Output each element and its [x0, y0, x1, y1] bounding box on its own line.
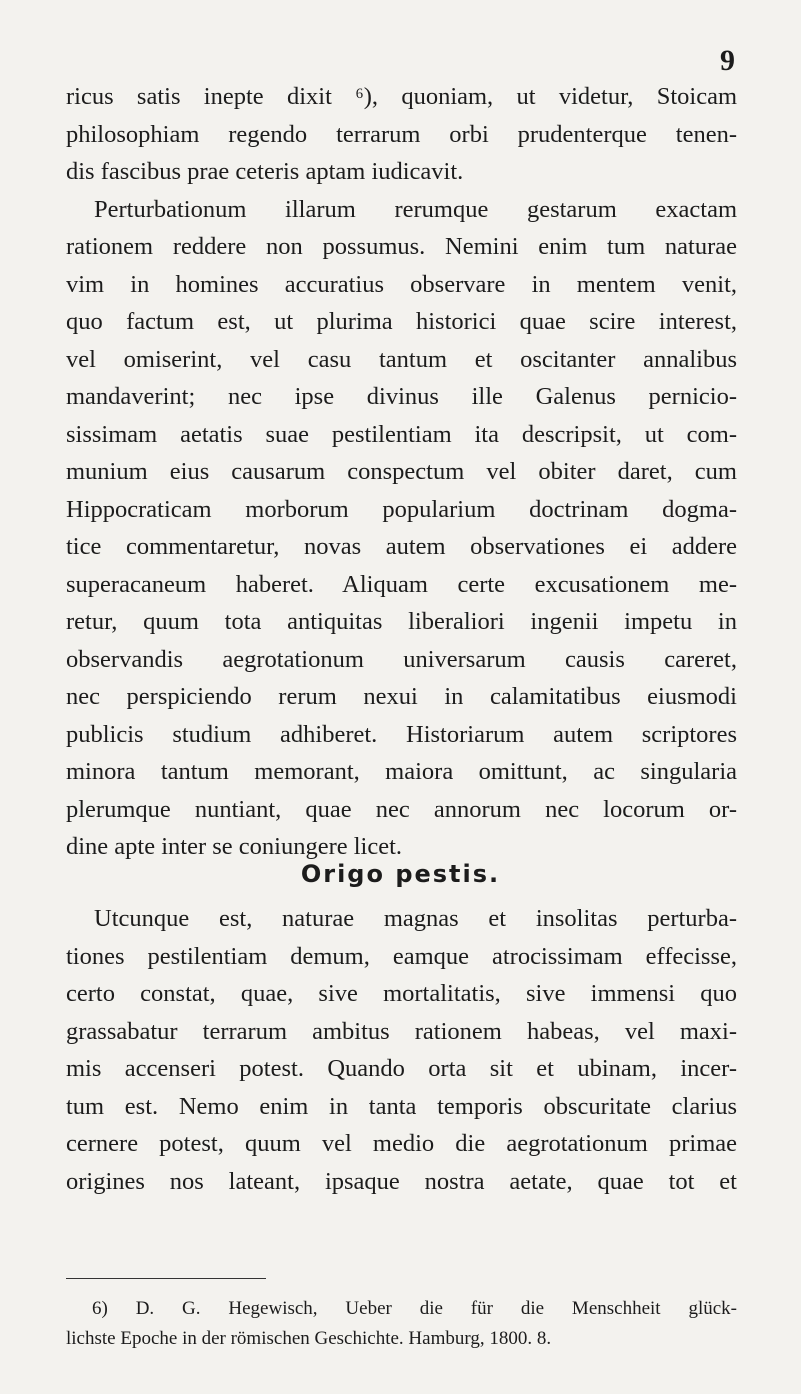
footnote — [66, 1294, 737, 1354]
text-line: sissimam aetatis suae pestilentiam ita descripsit, ut com- — [66, 420, 737, 448]
footnote-line: 6) D. G. Hegewisch, Ueber die für die Menschheit glück- — [92, 1298, 737, 1319]
text-line: cernere potest, quum vel medio die aegrotationum primae — [66, 1130, 737, 1157]
text-line: observandis aegrotationum universarum causis careret, — [66, 645, 737, 673]
text-line: philosophiam regendo terrarum orbi prudenterque tenen- — [66, 120, 737, 148]
text-line: publicis studium adhiberet. Historiarum autem scriptores — [66, 720, 737, 748]
text-line: Hippocraticam morborum popularium doctrinam dogma- — [66, 495, 737, 523]
page-number: 9 — [720, 44, 735, 77]
text-line: origines nos lateant, ipsaque nostra aetate, quae tot et — [66, 1167, 737, 1195]
text-line: minora tantum memorant, maiora omittunt, ac singularia — [66, 758, 737, 785]
text-line: nec perspiciendo rerum nexui in calamitatibus eiusmodi — [66, 683, 737, 710]
text-line: rationem reddere non possumus. Nemini enim tum naturae — [66, 233, 737, 260]
section-heading: Origo pestis. — [300, 860, 501, 888]
text-line: certo constat, quae, sive mortalitatis, sive immensi quo — [66, 980, 737, 1007]
text-line: quo factum est, ut plurima historici quae scire interest, — [66, 308, 737, 335]
footnote-rule — [66, 1278, 266, 1279]
body-text-upper — [66, 78, 737, 866]
text-line: plerumque nuntiant, quae nec annorum nec locorum or- — [66, 795, 737, 823]
text-line: superacaneum haberet. Aliquam certe excusationem me- — [66, 570, 737, 598]
text-line: Perturbationum illarum rerumque gestarum exactam — [94, 195, 737, 223]
text-line: tiones pestilentiam demum, eamque atrocissimam effecisse, — [66, 942, 737, 970]
text-line: dis fascibus prae ceteris aptam iudicavit. — [66, 158, 464, 185]
text-line: munium eius causarum conspectum vel obiter daret, cum — [66, 458, 737, 485]
text-line: vim in homines accuratius observare in mentem venit, — [66, 270, 737, 298]
text-line: retur, quum tota antiquitas liberaliori ingenii impetu in — [66, 608, 737, 635]
text-line: vel omiserint, vel casu tantum et oscitanter annalibus — [66, 345, 737, 373]
text-line: tice commentaretur, novas autem observationes ei addere — [66, 533, 737, 560]
body-text-lower — [66, 900, 737, 1200]
text-line: ricus satis inepte dixit ⁶), quoniam, ut videtur, Stoicam — [66, 83, 737, 110]
text-line: mis accenseri potest. Quando orta sit et ubinam, incer- — [66, 1055, 737, 1082]
text-line: tum est. Nemo enim in tanta temporis obscuritate clarius — [66, 1092, 737, 1120]
footnote-line: lichste Epoche in der römischen Geschichte. Hamburg, 1800. 8. — [66, 1328, 552, 1349]
text-line: mandaverint; nec ipse divinus ille Galenus pernicio- — [66, 383, 737, 410]
text-line: dine apte inter se coniungere licet. — [66, 833, 403, 860]
text-line: Utcunque est, naturae magnas et insolitas perturba- — [94, 905, 737, 932]
text-line: grassabatur terrarum ambitus rationem habeas, vel maxi- — [66, 1017, 737, 1045]
